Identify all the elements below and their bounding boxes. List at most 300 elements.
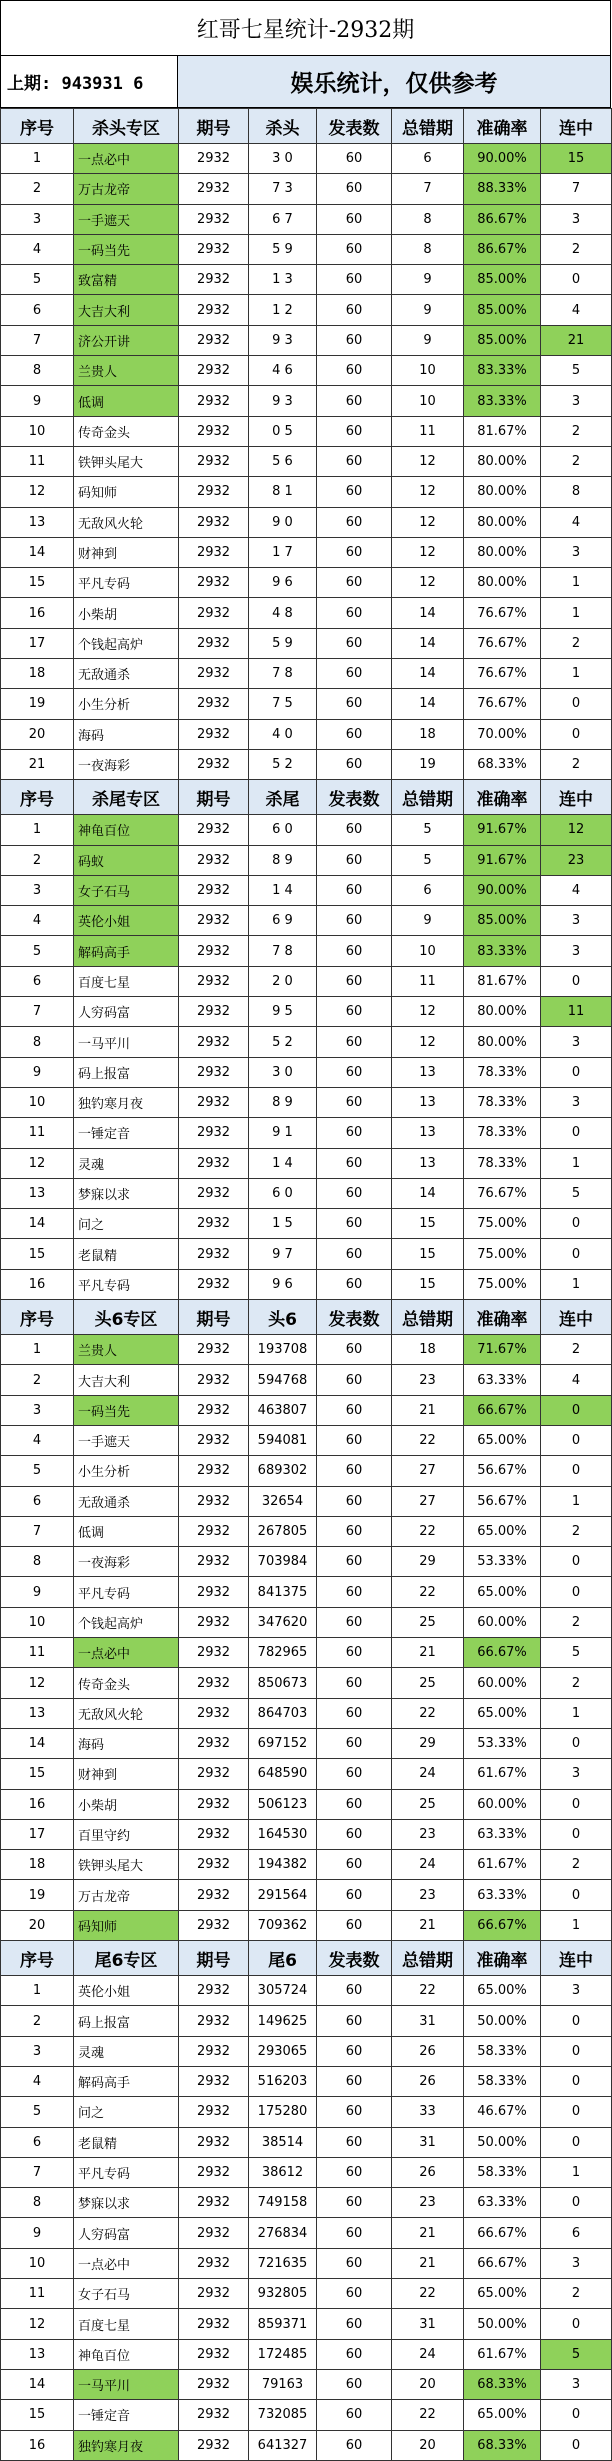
cell-issue: 2932 <box>179 845 249 875</box>
section-table-3 <box>0 1299 612 1941</box>
cell-errors: 21 <box>392 1395 464 1425</box>
cell-errors: 23 <box>392 1880 464 1910</box>
cell-published: 60 <box>317 1516 392 1546</box>
cell-issue: 2932 <box>179 875 249 905</box>
cell-index: 7 <box>1 2157 74 2187</box>
cell-errors: 21 <box>392 2248 464 2278</box>
cell-streak: 1 <box>541 2157 612 2187</box>
cell-published: 60 <box>317 689 392 719</box>
cell-value: 2 0 <box>249 966 317 996</box>
table-row <box>1 386 612 416</box>
cell-issue: 2932 <box>179 1577 249 1607</box>
cell-issue: 2932 <box>179 1027 249 1057</box>
sub-header <box>0 56 612 108</box>
header-errors: 总错期 <box>392 1300 464 1335</box>
cell-accuracy: 61.67% <box>464 1759 541 1789</box>
cell-published: 60 <box>317 1880 392 1910</box>
cell-errors: 31 <box>392 2006 464 2036</box>
cell-index: 6 <box>1 2127 74 2157</box>
cell-accuracy: 68.33% <box>464 749 541 779</box>
cell-errors: 13 <box>392 1118 464 1148</box>
cell-errors: 5 <box>392 815 464 845</box>
cell-name: 铁钾头尾大 <box>74 446 179 476</box>
cell-name: 解码高手 <box>74 936 179 966</box>
cell-index: 8 <box>1 2188 74 2218</box>
cell-published: 60 <box>317 1209 392 1239</box>
cell-streak: 0 <box>541 1209 612 1239</box>
header-streak: 连中 <box>541 1941 612 1976</box>
cell-issue: 2932 <box>179 265 249 295</box>
cell-errors: 12 <box>392 568 464 598</box>
cell-issue: 2932 <box>179 997 249 1027</box>
cell-streak: 2 <box>541 416 612 446</box>
cell-streak: 5 <box>541 2339 612 2369</box>
cell-value: 38612 <box>249 2157 317 2187</box>
cell-name: 万古龙帝 <box>74 174 179 204</box>
cell-errors: 22 <box>392 1698 464 1728</box>
cell-value: 6 9 <box>249 906 317 936</box>
cell-value: 9 3 <box>249 386 317 416</box>
cell-index: 19 <box>1 689 74 719</box>
header-index: 序号 <box>1 1300 74 1335</box>
cell-published: 60 <box>317 446 392 476</box>
cell-streak: 4 <box>541 875 612 905</box>
cell-published: 60 <box>317 416 392 446</box>
cell-published: 60 <box>317 1148 392 1178</box>
cell-index: 9 <box>1 2218 74 2248</box>
cell-published: 60 <box>317 845 392 875</box>
cell-value: 594081 <box>249 1425 317 1455</box>
cell-published: 60 <box>317 997 392 1027</box>
cell-issue: 2932 <box>179 1087 249 1117</box>
header-index: 序号 <box>1 1941 74 1976</box>
cell-streak: 23 <box>541 845 612 875</box>
cell-name: 一手遮天 <box>74 1425 179 1455</box>
cell-index: 9 <box>1 386 74 416</box>
cell-published: 60 <box>317 1087 392 1117</box>
cell-issue: 2932 <box>179 1209 249 1239</box>
cell-issue: 2932 <box>179 568 249 598</box>
cell-errors: 7 <box>392 174 464 204</box>
cell-published: 60 <box>317 2218 392 2248</box>
cell-value: 782965 <box>249 1638 317 1668</box>
cell-issue: 2932 <box>179 1425 249 1455</box>
cell-accuracy: 70.00% <box>464 719 541 749</box>
cell-value: 641327 <box>249 2430 317 2460</box>
header-issue: 期号 <box>179 1941 249 1976</box>
cell-index: 15 <box>1 1759 74 1789</box>
cell-published: 60 <box>317 356 392 386</box>
cell-value: 850673 <box>249 1668 317 1698</box>
header-name: 尾6专区 <box>74 1941 179 1976</box>
cell-name: 小柴胡 <box>74 1789 179 1819</box>
cell-published: 60 <box>317 1976 392 2006</box>
cell-accuracy: 83.33% <box>464 356 541 386</box>
cell-index: 11 <box>1 2279 74 2309</box>
cell-value: 859371 <box>249 2309 317 2339</box>
table-row <box>1 1880 612 1910</box>
cell-streak: 1 <box>541 568 612 598</box>
cell-value: 9 5 <box>249 997 317 1027</box>
table-row <box>1 1850 612 1880</box>
cell-streak: 7 <box>541 174 612 204</box>
cell-value: 164530 <box>249 1819 317 1849</box>
cell-name: 人穷码富 <box>74 997 179 1027</box>
cell-index: 14 <box>1 2369 74 2399</box>
cell-errors: 8 <box>392 234 464 264</box>
table-row <box>1 174 612 204</box>
cell-name: 一锤定音 <box>74 2400 179 2430</box>
cell-value: 721635 <box>249 2248 317 2278</box>
cell-name: 平凡专码 <box>74 568 179 598</box>
cell-accuracy: 46.67% <box>464 2097 541 2127</box>
cell-published: 60 <box>317 2248 392 2278</box>
cell-index: 15 <box>1 1239 74 1269</box>
header-index: 序号 <box>1 109 74 144</box>
cell-published: 60 <box>317 2188 392 2218</box>
cell-value: 932805 <box>249 2279 317 2309</box>
table-row <box>1 1027 612 1057</box>
table-row <box>1 1148 612 1178</box>
cell-value: 594768 <box>249 1365 317 1395</box>
cell-issue: 2932 <box>179 2279 249 2309</box>
cell-published: 60 <box>317 936 392 966</box>
cell-published: 60 <box>317 1027 392 1057</box>
cell-value: 4 8 <box>249 598 317 628</box>
cell-accuracy: 63.33% <box>464 1880 541 1910</box>
table-row <box>1 1486 612 1516</box>
header-index: 序号 <box>1 780 74 815</box>
cell-accuracy: 63.33% <box>464 1819 541 1849</box>
cell-errors: 31 <box>392 2127 464 2157</box>
cell-errors: 13 <box>392 1087 464 1117</box>
cell-streak: 0 <box>541 265 612 295</box>
cell-streak: 3 <box>541 936 612 966</box>
cell-index: 11 <box>1 1118 74 1148</box>
table-row <box>1 875 612 905</box>
cell-errors: 9 <box>392 906 464 936</box>
cell-name: 一码当先 <box>74 234 179 264</box>
cell-index: 2 <box>1 1365 74 1395</box>
cell-accuracy: 86.67% <box>464 204 541 234</box>
section-header-row <box>1 1941 612 1976</box>
cell-published: 60 <box>317 1638 392 1668</box>
cell-name: 小柴胡 <box>74 598 179 628</box>
cell-published: 60 <box>317 204 392 234</box>
table-row <box>1 936 612 966</box>
cell-value: 5 2 <box>249 1027 317 1057</box>
cell-name: 低调 <box>74 1516 179 1546</box>
cell-accuracy: 78.33% <box>464 1118 541 1148</box>
cell-accuracy: 65.00% <box>464 1698 541 1728</box>
cell-errors: 33 <box>392 2097 464 2127</box>
cell-name: 个钱起高炉 <box>74 628 179 658</box>
cell-published: 60 <box>317 2097 392 2127</box>
cell-errors: 24 <box>392 1850 464 1880</box>
cell-streak: 0 <box>541 1728 612 1758</box>
cell-index: 3 <box>1 1395 74 1425</box>
cell-accuracy: 80.00% <box>464 1027 541 1057</box>
cell-streak: 8 <box>541 477 612 507</box>
cell-issue: 2932 <box>179 2339 249 2369</box>
cell-value: 9 6 <box>249 568 317 598</box>
table-row <box>1 997 612 1027</box>
cell-errors: 22 <box>392 2400 464 2430</box>
cell-value: 1 4 <box>249 1148 317 1178</box>
header-accuracy: 准确率 <box>464 780 541 815</box>
cell-name: 百度七星 <box>74 2309 179 2339</box>
cell-streak: 2 <box>541 2279 612 2309</box>
cell-name: 小生分析 <box>74 689 179 719</box>
header-streak: 连中 <box>541 780 612 815</box>
cell-index: 6 <box>1 295 74 325</box>
table-row <box>1 1178 612 1208</box>
table-row <box>1 507 612 537</box>
table-row <box>1 2066 612 2096</box>
cell-streak: 3 <box>541 1976 612 2006</box>
cell-value: 732085 <box>249 2400 317 2430</box>
cell-streak: 3 <box>541 2248 612 2278</box>
cell-issue: 2932 <box>179 815 249 845</box>
cell-value: 1 4 <box>249 875 317 905</box>
cell-name: 老鼠精 <box>74 2127 179 2157</box>
cell-errors: 5 <box>392 845 464 875</box>
table-row <box>1 2369 612 2399</box>
cell-published: 60 <box>317 1789 392 1819</box>
cell-published: 60 <box>317 1178 392 1208</box>
table-row <box>1 356 612 386</box>
cell-index: 5 <box>1 1456 74 1486</box>
table-row <box>1 1668 612 1698</box>
cell-streak: 3 <box>541 386 612 416</box>
cell-issue: 2932 <box>179 906 249 936</box>
cell-streak: 2 <box>541 446 612 476</box>
cell-value: 841375 <box>249 1577 317 1607</box>
cell-name: 问之 <box>74 2097 179 2127</box>
cell-issue: 2932 <box>179 2309 249 2339</box>
cell-index: 6 <box>1 966 74 996</box>
cell-accuracy: 78.33% <box>464 1148 541 1178</box>
cell-value: 305724 <box>249 1976 317 2006</box>
cell-streak: 1 <box>541 1698 612 1728</box>
cell-errors: 15 <box>392 1239 464 1269</box>
cell-published: 60 <box>317 537 392 567</box>
cell-published: 60 <box>317 719 392 749</box>
cell-issue: 2932 <box>179 628 249 658</box>
cell-published: 60 <box>317 1425 392 1455</box>
cell-issue: 2932 <box>179 2369 249 2399</box>
cell-issue: 2932 <box>179 1976 249 2006</box>
cell-index: 1 <box>1 144 74 174</box>
cell-index: 13 <box>1 2339 74 2369</box>
table-row <box>1 295 612 325</box>
cell-issue: 2932 <box>179 1486 249 1516</box>
cell-value: 5 6 <box>249 446 317 476</box>
cell-issue: 2932 <box>179 144 249 174</box>
cell-value: 5 9 <box>249 628 317 658</box>
cell-name: 无敌通杀 <box>74 659 179 689</box>
table-row <box>1 1239 612 1269</box>
cell-index: 1 <box>1 1976 74 2006</box>
cell-index: 1 <box>1 815 74 845</box>
cell-value: 1 5 <box>249 1209 317 1239</box>
cell-issue: 2932 <box>179 2157 249 2187</box>
cell-accuracy: 86.67% <box>464 234 541 264</box>
header-issue: 期号 <box>179 780 249 815</box>
cell-accuracy: 76.67% <box>464 1178 541 1208</box>
cell-name: 一马平川 <box>74 1027 179 1057</box>
table-row <box>1 1547 612 1577</box>
header-published: 发表数 <box>317 1300 392 1335</box>
cell-name: 无敌风火轮 <box>74 1698 179 1728</box>
table-row <box>1 477 612 507</box>
cell-value: 8 1 <box>249 477 317 507</box>
cell-streak: 0 <box>541 2309 612 2339</box>
cell-published: 60 <box>317 477 392 507</box>
cell-value: 32654 <box>249 1486 317 1516</box>
cell-issue: 2932 <box>179 598 249 628</box>
cell-issue: 2932 <box>179 2248 249 2278</box>
cell-accuracy: 63.33% <box>464 2188 541 2218</box>
cell-name: 平凡专码 <box>74 2157 179 2187</box>
cell-index: 12 <box>1 477 74 507</box>
section-table-4 <box>0 1940 612 2461</box>
cell-accuracy: 66.67% <box>464 2218 541 2248</box>
cell-name: 传奇金头 <box>74 416 179 446</box>
cell-accuracy: 65.00% <box>464 2279 541 2309</box>
cell-index: 13 <box>1 1178 74 1208</box>
cell-streak: 2 <box>541 628 612 658</box>
cell-accuracy: 58.33% <box>464 2157 541 2187</box>
cell-accuracy: 56.67% <box>464 1486 541 1516</box>
cell-errors: 12 <box>392 1027 464 1057</box>
section-header-row <box>1 780 612 815</box>
cell-issue: 2932 <box>179 966 249 996</box>
cell-value: 0 5 <box>249 416 317 446</box>
table-row <box>1 1516 612 1546</box>
table-row <box>1 1118 612 1148</box>
header-errors: 总错期 <box>392 780 464 815</box>
cell-name: 独钓寒月夜 <box>74 1087 179 1117</box>
cell-accuracy: 76.67% <box>464 598 541 628</box>
cell-errors: 26 <box>392 2157 464 2187</box>
cell-issue: 2932 <box>179 2036 249 2066</box>
cell-value: 193708 <box>249 1335 317 1365</box>
cell-index: 1 <box>1 1335 74 1365</box>
cell-streak: 2 <box>541 234 612 264</box>
cell-errors: 6 <box>392 875 464 905</box>
cell-name: 一夜海彩 <box>74 1547 179 1577</box>
cell-index: 12 <box>1 1668 74 1698</box>
cell-errors: 29 <box>392 1728 464 1758</box>
cell-name: 英伦小姐 <box>74 1976 179 2006</box>
cell-issue: 2932 <box>179 507 249 537</box>
cell-streak: 1 <box>541 1910 612 1940</box>
cell-accuracy: 85.00% <box>464 906 541 936</box>
cell-value: 7 8 <box>249 936 317 966</box>
cell-streak: 0 <box>541 966 612 996</box>
table-row <box>1 815 612 845</box>
header-streak: 连中 <box>541 109 612 144</box>
cell-accuracy: 60.00% <box>464 1668 541 1698</box>
table-row <box>1 2339 612 2369</box>
cell-value: 1 7 <box>249 537 317 567</box>
cell-errors: 21 <box>392 1638 464 1668</box>
cell-published: 60 <box>317 2006 392 2036</box>
page-title: 红哥七星统计-2932期 <box>0 0 611 56</box>
cell-name: 百里守约 <box>74 1819 179 1849</box>
cell-streak: 0 <box>541 2188 612 2218</box>
cell-index: 3 <box>1 875 74 905</box>
table-row <box>1 689 612 719</box>
header-accuracy: 准确率 <box>464 1300 541 1335</box>
cell-issue: 2932 <box>179 446 249 476</box>
cell-errors: 18 <box>392 1335 464 1365</box>
cell-accuracy: 81.67% <box>464 416 541 446</box>
table-row <box>1 265 612 295</box>
cell-errors: 25 <box>392 1668 464 1698</box>
cell-streak: 11 <box>541 997 612 1027</box>
cell-name: 女子石马 <box>74 875 179 905</box>
header-name: 杀尾专区 <box>74 780 179 815</box>
cell-streak: 0 <box>541 719 612 749</box>
cell-errors: 27 <box>392 1456 464 1486</box>
table-row <box>1 2430 612 2460</box>
cell-accuracy: 65.00% <box>464 1976 541 2006</box>
cell-accuracy: 65.00% <box>464 1577 541 1607</box>
cell-streak: 4 <box>541 295 612 325</box>
cell-errors: 23 <box>392 2188 464 2218</box>
cell-accuracy: 78.33% <box>464 1057 541 1087</box>
cell-value: 7 3 <box>249 174 317 204</box>
cell-errors: 14 <box>392 689 464 719</box>
cell-errors: 9 <box>392 295 464 325</box>
cell-accuracy: 83.33% <box>464 386 541 416</box>
table-row <box>1 1269 612 1299</box>
cell-issue: 2932 <box>179 1335 249 1365</box>
cell-streak: 1 <box>541 1269 612 1299</box>
header-name: 头6专区 <box>74 1300 179 1335</box>
table-row <box>1 659 612 689</box>
cell-accuracy: 91.67% <box>464 845 541 875</box>
cell-errors: 15 <box>392 1269 464 1299</box>
cell-errors: 13 <box>392 1148 464 1178</box>
cell-errors: 18 <box>392 719 464 749</box>
cell-streak: 15 <box>541 144 612 174</box>
cell-streak: 0 <box>541 1819 612 1849</box>
cell-index: 4 <box>1 234 74 264</box>
cell-issue: 2932 <box>179 1728 249 1758</box>
cell-streak: 5 <box>541 1638 612 1668</box>
cell-streak: 3 <box>541 1087 612 1117</box>
cell-streak: 0 <box>541 2066 612 2096</box>
cell-index: 16 <box>1 2430 74 2460</box>
header-errors: 总错期 <box>392 109 464 144</box>
cell-errors: 24 <box>392 1759 464 1789</box>
cell-value: 291564 <box>249 1880 317 1910</box>
table-row <box>1 204 612 234</box>
cell-index: 2 <box>1 845 74 875</box>
cell-name: 一锤定音 <box>74 1118 179 1148</box>
cell-issue: 2932 <box>179 1516 249 1546</box>
cell-streak: 2 <box>541 1850 612 1880</box>
cell-errors: 22 <box>392 1516 464 1546</box>
cell-errors: 22 <box>392 2279 464 2309</box>
cell-published: 60 <box>317 325 392 355</box>
cell-accuracy: 50.00% <box>464 2006 541 2036</box>
cell-value: 175280 <box>249 2097 317 2127</box>
cell-published: 60 <box>317 174 392 204</box>
